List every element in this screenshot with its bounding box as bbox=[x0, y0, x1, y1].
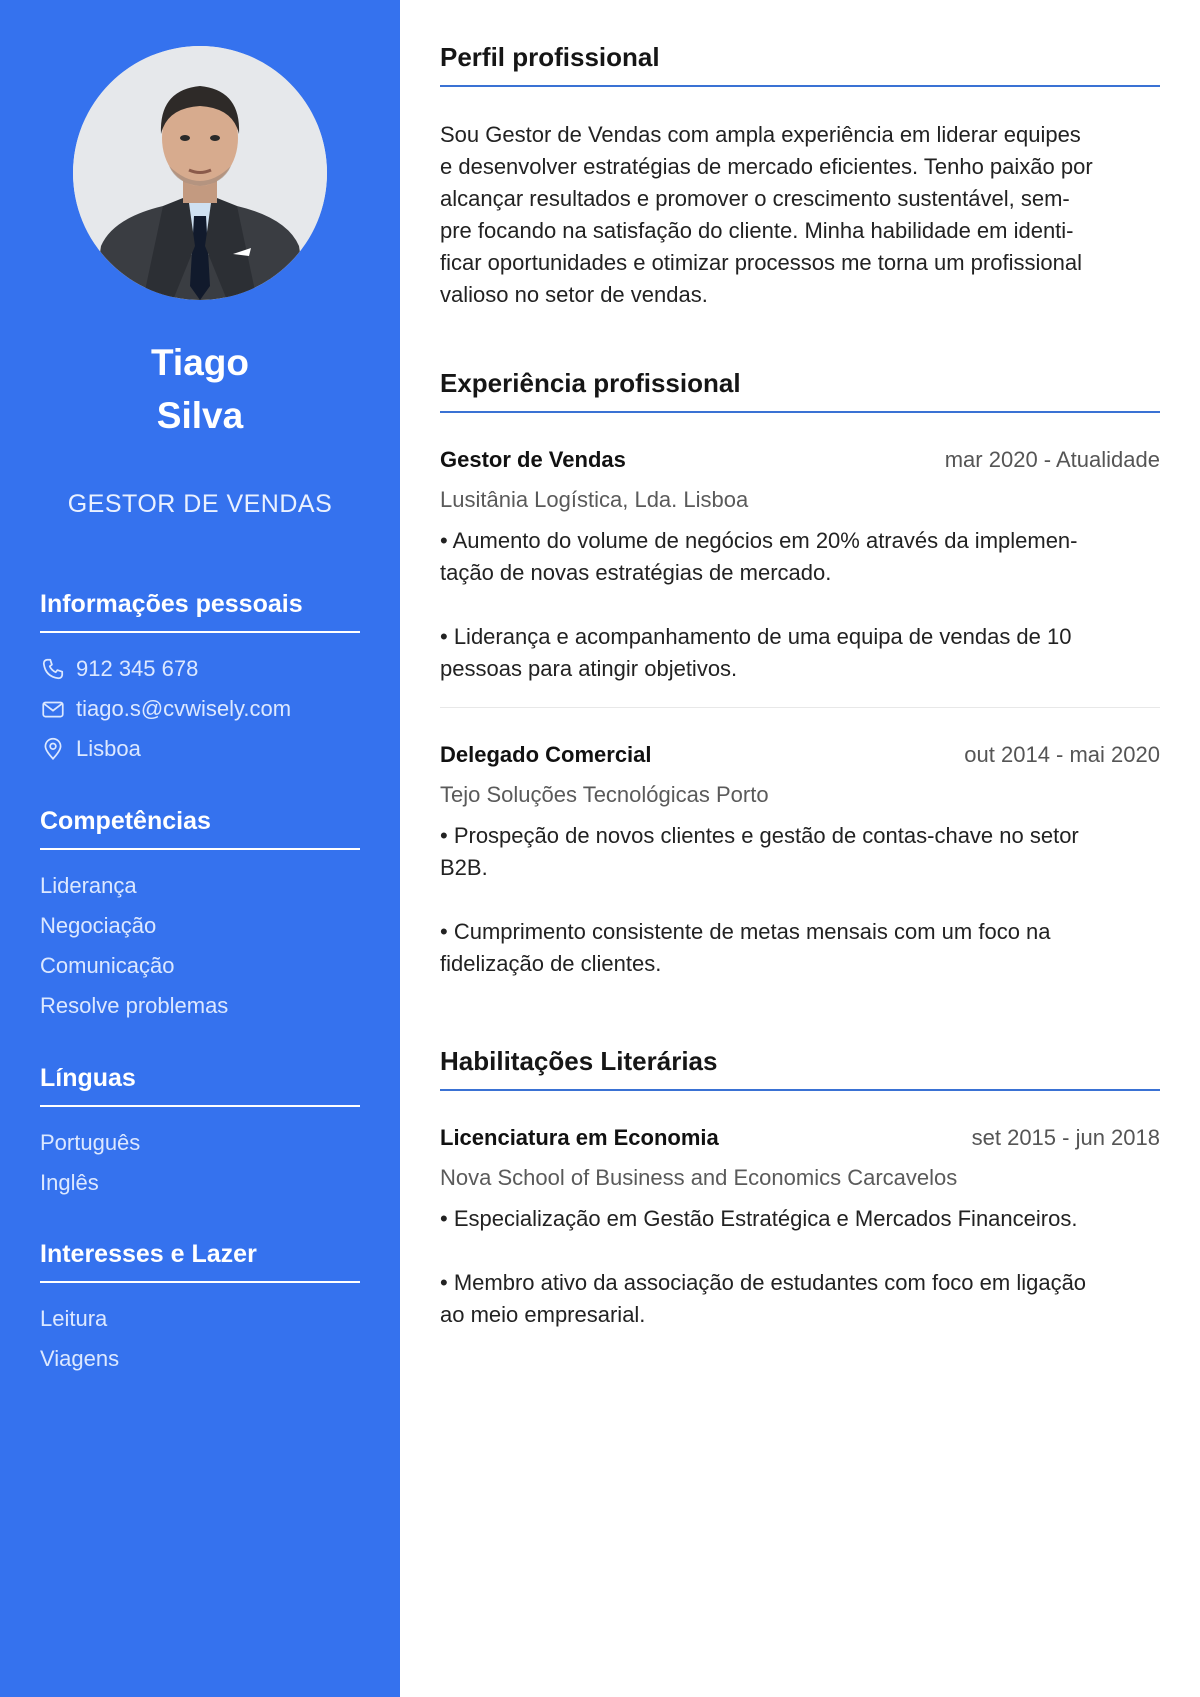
profile-line: alcançar resultados e promover o crescimento sustentável, sem- bbox=[440, 186, 1070, 211]
bullet-line: • Aumento do volume de negócios em 20% através da implemen- bbox=[440, 528, 1078, 553]
entry-institution: Nova School of Business and Economics Carcavelos bbox=[440, 1165, 958, 1190]
bullet-line: pessoas para atingir objetivos. bbox=[440, 656, 738, 681]
skill-item: Negociação bbox=[40, 913, 157, 938]
entry-degree: Licenciatura em Economia bbox=[440, 1125, 719, 1150]
languages-heading: Línguas bbox=[40, 1064, 360, 1107]
personal-info-list bbox=[40, 649, 360, 769]
profile-text bbox=[440, 119, 1160, 311]
entry-organization: Lusitânia Logística, Lda. Lisboa bbox=[440, 487, 749, 512]
entry-header bbox=[440, 447, 1160, 473]
interest-item: Leitura bbox=[40, 1306, 108, 1331]
bullet-line: • Cumprimento consistente de metas mensais com um foco na bbox=[440, 919, 1051, 944]
entry-bullet bbox=[440, 621, 1160, 685]
skill-item: Liderança bbox=[40, 873, 137, 898]
interests-heading: Interesses e Lazer bbox=[40, 1240, 360, 1283]
entry-dates: set 2015 - jun 2018 bbox=[971, 1125, 1160, 1150]
profile-line: ficar oportunidades e otimizar processos me torna um profissional bbox=[440, 250, 1082, 275]
experience-entry bbox=[440, 742, 1160, 980]
bullet-line: tação de novas estratégias de mercado. bbox=[440, 560, 832, 585]
experience-heading: Experiência profissional bbox=[440, 368, 1160, 413]
email-text: tiago.s@cvwisely.com bbox=[76, 696, 292, 721]
bullet-line: • Especialização em Gestão Estratégica e Mercados Financeiros. bbox=[440, 1206, 1078, 1231]
bullet-line: • Membro ativo da associação de estudantes com foco em ligação bbox=[440, 1270, 1087, 1295]
language-item: Inglês bbox=[40, 1170, 99, 1195]
education-heading: Habilitações Literárias bbox=[440, 1046, 1160, 1091]
interests-list bbox=[40, 1299, 360, 1379]
entry-bullet bbox=[440, 1267, 1160, 1331]
profile-heading: Perfil profissional bbox=[440, 42, 1160, 87]
job-title: GESTOR DE VENDAS bbox=[67, 490, 333, 518]
personal-info-section bbox=[40, 590, 360, 769]
entry-bullet bbox=[440, 916, 1160, 980]
bullet-line: • Prospeção de novos clientes e gestão de contas-chave no setor bbox=[440, 823, 1079, 848]
profile-line: valioso no setor de vendas. bbox=[440, 282, 708, 307]
skills-heading: Competências bbox=[40, 807, 360, 850]
entry-organization: Tejo Soluções Tecnológicas Porto bbox=[440, 782, 769, 807]
languages-list bbox=[40, 1123, 360, 1203]
bullet-line: fidelização de clientes. bbox=[440, 951, 662, 976]
entry-role: Gestor de Vendas bbox=[440, 447, 626, 472]
entry-dates: mar 2020 - Atualidade bbox=[944, 447, 1160, 472]
phone-icon bbox=[40, 656, 66, 682]
profile-line: pre focando na satisfação do cliente. Minha habilidade em identi- bbox=[440, 218, 1074, 243]
entry-dates: out 2014 - mai 2020 bbox=[964, 742, 1160, 767]
sidebar bbox=[0, 0, 400, 1697]
profile-line: Sou Gestor de Vendas com ampla experiência em liderar equipes bbox=[440, 122, 1081, 147]
bullet-line: • Liderança e acompanhamento de uma equipa de vendas de 10 bbox=[440, 624, 1072, 649]
education-section bbox=[440, 1046, 1160, 1331]
experience-entry bbox=[440, 447, 1160, 685]
interest-item: Viagens bbox=[40, 1346, 120, 1371]
bullet-line: B2B. bbox=[440, 855, 488, 880]
entry-bullet bbox=[440, 1203, 1160, 1235]
entry-header bbox=[440, 742, 1160, 768]
entry-bullet bbox=[440, 820, 1160, 884]
experience-section bbox=[440, 368, 1160, 980]
entry-bullet bbox=[440, 525, 1160, 589]
email-icon bbox=[40, 696, 66, 722]
interests-section bbox=[40, 1240, 360, 1379]
profile-section bbox=[440, 42, 1160, 311]
personal-info-heading: Informações pessoais bbox=[40, 590, 360, 633]
full-name bbox=[0, 336, 400, 442]
map-pin-icon bbox=[40, 736, 66, 762]
phone-text: 912 345 678 bbox=[76, 656, 199, 681]
entry-header bbox=[440, 1125, 1160, 1151]
skills-list bbox=[40, 866, 360, 1026]
language-item: Português bbox=[40, 1130, 141, 1155]
skills-section bbox=[40, 807, 360, 1026]
profile-photo bbox=[73, 46, 327, 300]
phone-item[interactable] bbox=[40, 649, 360, 689]
first-name: Tiago bbox=[151, 342, 249, 383]
entry-role: Delegado Comercial bbox=[440, 742, 652, 767]
bullet-line: ao meio empresarial. bbox=[440, 1302, 646, 1327]
profile-line: e desenvolver estratégias de mercado eficientes. Tenho paixão por bbox=[440, 154, 1093, 179]
location-text: Lisboa bbox=[76, 736, 141, 761]
entry-divider bbox=[440, 707, 1160, 708]
skill-item: Comunicação bbox=[40, 953, 175, 978]
education-entry bbox=[440, 1125, 1160, 1331]
skill-item: Resolve problemas bbox=[40, 993, 229, 1018]
last-name: Silva bbox=[156, 395, 244, 436]
languages-section bbox=[40, 1064, 360, 1203]
email-item[interactable] bbox=[40, 689, 360, 729]
location-item bbox=[40, 729, 360, 769]
